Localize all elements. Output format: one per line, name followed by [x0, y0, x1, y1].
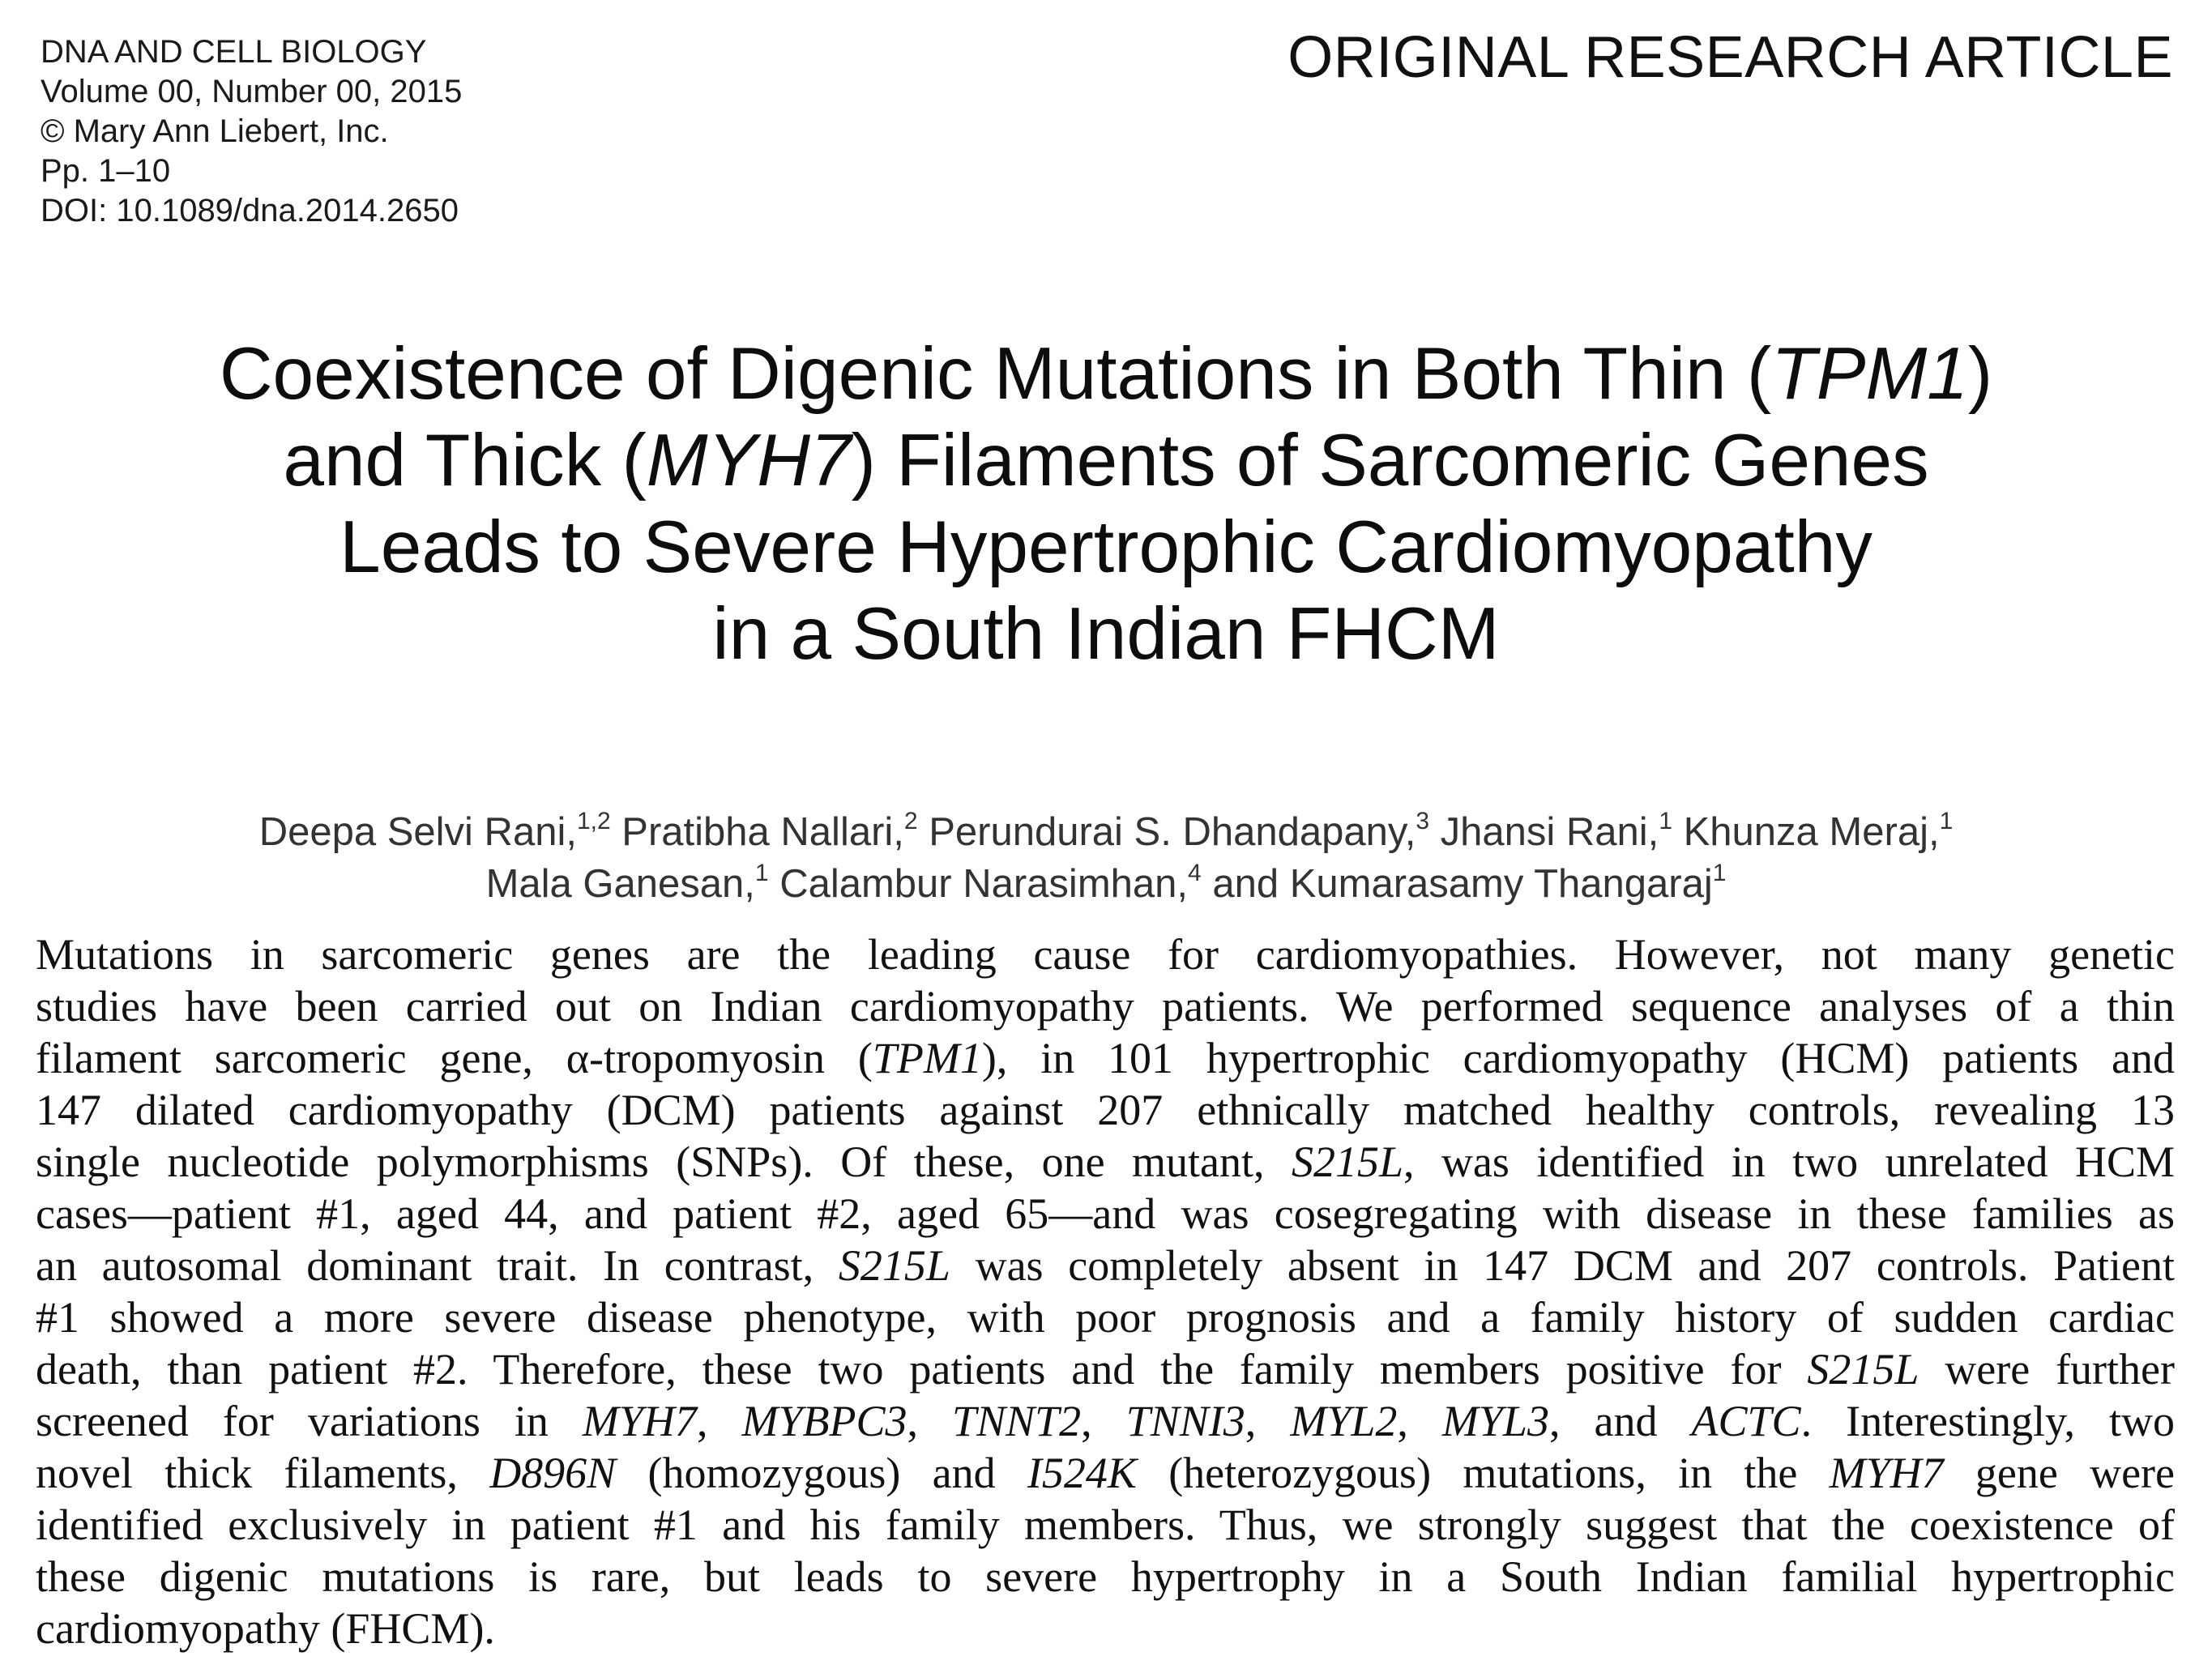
- title-text: and Thick (: [283, 420, 647, 502]
- author-affiliation: 1,2: [576, 808, 611, 834]
- title-line: [0, 331, 2212, 417]
- author-affiliation: 4: [1188, 860, 1202, 886]
- abstract-line: cases—patient #1, aged 44, and patient #2, aged 65—and was cosegregating with disease in these families as: [36, 1189, 2175, 1238]
- abstract-line: [36, 1136, 2175, 1188]
- title-line: in a South Indian FHCM: [712, 593, 1500, 675]
- journal-volume: Volume 00, Number 00, 2015: [41, 74, 463, 109]
- author-name: Khunza Meraj,: [1683, 810, 1940, 854]
- gene-name: TNNI3: [1125, 1397, 1245, 1445]
- abstract-text: , was identified in two unrelated HCM: [1403, 1138, 2176, 1186]
- title-text: ) Filaments of Sarcomeric Genes: [851, 420, 1929, 502]
- abstract-text: ,: [907, 1397, 953, 1445]
- mutation-name: I524K: [1027, 1449, 1137, 1497]
- abstract-text: ,: [1245, 1397, 1291, 1445]
- author-name: Calambur Narasimhan,: [779, 862, 1189, 906]
- author-affiliation: 2: [903, 808, 918, 834]
- abstract-line: Mutations in sarcomeric genes are the leading cause for cardiomyopathies. However, not many genetic: [36, 930, 2175, 979]
- abstract-text: gene were: [1943, 1449, 2175, 1497]
- abstract-text: , and: [1548, 1397, 1692, 1445]
- author-line: [0, 858, 2212, 910]
- abstract: [36, 928, 2175, 1654]
- author-name: Deepa Selvi Rani,: [258, 810, 577, 854]
- author-affiliation: 3: [1416, 808, 1430, 834]
- abstract-text: an autosomal dominant trait. In contrast,: [36, 1241, 839, 1290]
- abstract-line: these digenic mutations is rare, but leads to severe hypertrophy in a South Indian familial hypertrophic: [36, 1552, 2175, 1601]
- abstract-text: were further: [1919, 1345, 2175, 1394]
- abstract-line: 147 dilated cardiomyopathy (DCM) patients against 207 ethnically matched healthy controls, revealing 13: [36, 1086, 2175, 1134]
- title-line: [0, 417, 2212, 504]
- journal-info: [41, 32, 462, 231]
- mutation-name: S215L: [1291, 1138, 1403, 1186]
- article-title: [0, 331, 2212, 677]
- title-gene: MYH7: [646, 420, 852, 502]
- author-list: [0, 806, 2212, 910]
- abstract-text: single nucleotide polymorphisms (SNPs). Of these, one mutant,: [36, 1138, 1292, 1186]
- journal-doi: DOI: 10.1089/dna.2014.2650: [41, 193, 459, 228]
- abstract-line: #1 showed a more severe disease phenotype, with poor prognosis and a family history of sudden cardiac: [36, 1293, 2175, 1342]
- gene-name: TPM1: [872, 1034, 982, 1082]
- abstract-text: was completely absent in 147 DCM and 207 controls. Patient: [950, 1241, 2175, 1290]
- author-affiliation: 1: [1712, 860, 1727, 886]
- abstract-text: (heterozygous) mutations, in the: [1136, 1449, 1830, 1497]
- abstract-line: [36, 1032, 2175, 1084]
- title-gene: TPM1: [1771, 333, 1968, 415]
- journal-pages: Pp. 1–10: [41, 153, 171, 189]
- author-name: Mala Ganesan,: [485, 862, 755, 906]
- journal-name: DNA AND CELL BIOLOGY: [41, 34, 427, 70]
- abstract-text: screened for variations in: [36, 1397, 583, 1445]
- author-affiliation: 1: [1659, 808, 1672, 834]
- abstract-line: [36, 1447, 2175, 1499]
- author-name: Pratibha Nallari,: [621, 810, 904, 854]
- abstract-line: [36, 1343, 2175, 1395]
- abstract-text: filament sarcomeric gene, α-tropomyosin (: [36, 1034, 873, 1082]
- author-affiliation: 1: [754, 860, 769, 886]
- abstract-text: . Interestingly, two: [1800, 1397, 2176, 1445]
- journal-copyright: © Mary Ann Liebert, Inc.: [41, 113, 389, 149]
- author-name: and Kumarasamy Thangaraj: [1212, 862, 1713, 906]
- gene-name: ACTC: [1691, 1397, 1801, 1445]
- author-line: [0, 806, 2212, 858]
- title-text: ): [1967, 333, 1993, 415]
- author-name: Perundurai S. Dhandapany,: [929, 810, 1416, 854]
- mutation-name: S215L: [838, 1241, 950, 1290]
- abstract-text: death, than patient #2. Therefore, these two patients and the family members positive for: [36, 1345, 1808, 1394]
- abstract-line: [36, 1240, 2175, 1291]
- abstract-line: cardiomyopathy (FHCM).: [36, 1604, 495, 1653]
- abstract-text: ), in 101 hypertrophic cardiomyopathy (HCM) patients and: [981, 1034, 2175, 1082]
- author-name: Jhansi Rani,: [1440, 810, 1659, 854]
- abstract-text: ,: [1081, 1397, 1126, 1445]
- gene-name: TNNT2: [952, 1397, 1082, 1445]
- abstract-line: studies have been carried out on Indian cardiomyopathy patients. We performed sequence analyses of a thin: [36, 982, 2175, 1031]
- abstract-text: novel thick filaments,: [36, 1449, 490, 1497]
- abstract-text: (homozygous) and: [616, 1449, 1027, 1497]
- abstract-text: ,: [1397, 1397, 1442, 1445]
- abstract-text: ,: [696, 1397, 742, 1445]
- title-line: Leads to Severe Hypertrophic Cardiomyopathy: [339, 506, 1873, 588]
- abstract-line: [36, 1395, 2175, 1447]
- gene-name: MYL2: [1290, 1397, 1398, 1445]
- gene-name: MYL3: [1441, 1397, 1549, 1445]
- gene-name: MYH7: [1829, 1449, 1944, 1497]
- abstract-line: identified exclusively in patient #1 and his family members. Thus, we strongly suggest that the coexistence of: [36, 1500, 2175, 1549]
- author-affiliation: 1: [1939, 808, 1954, 834]
- mutation-name: D896N: [489, 1449, 617, 1497]
- article-type-label: ORIGINAL RESEARCH ARTICLE: [1287, 25, 2173, 90]
- gene-name: MYH7: [582, 1397, 697, 1445]
- gene-name: MYBPC3: [741, 1397, 907, 1445]
- title-text: Coexistence of Digenic Mutations in Both Thin (: [219, 333, 1772, 415]
- mutation-name: S215L: [1807, 1345, 1919, 1394]
